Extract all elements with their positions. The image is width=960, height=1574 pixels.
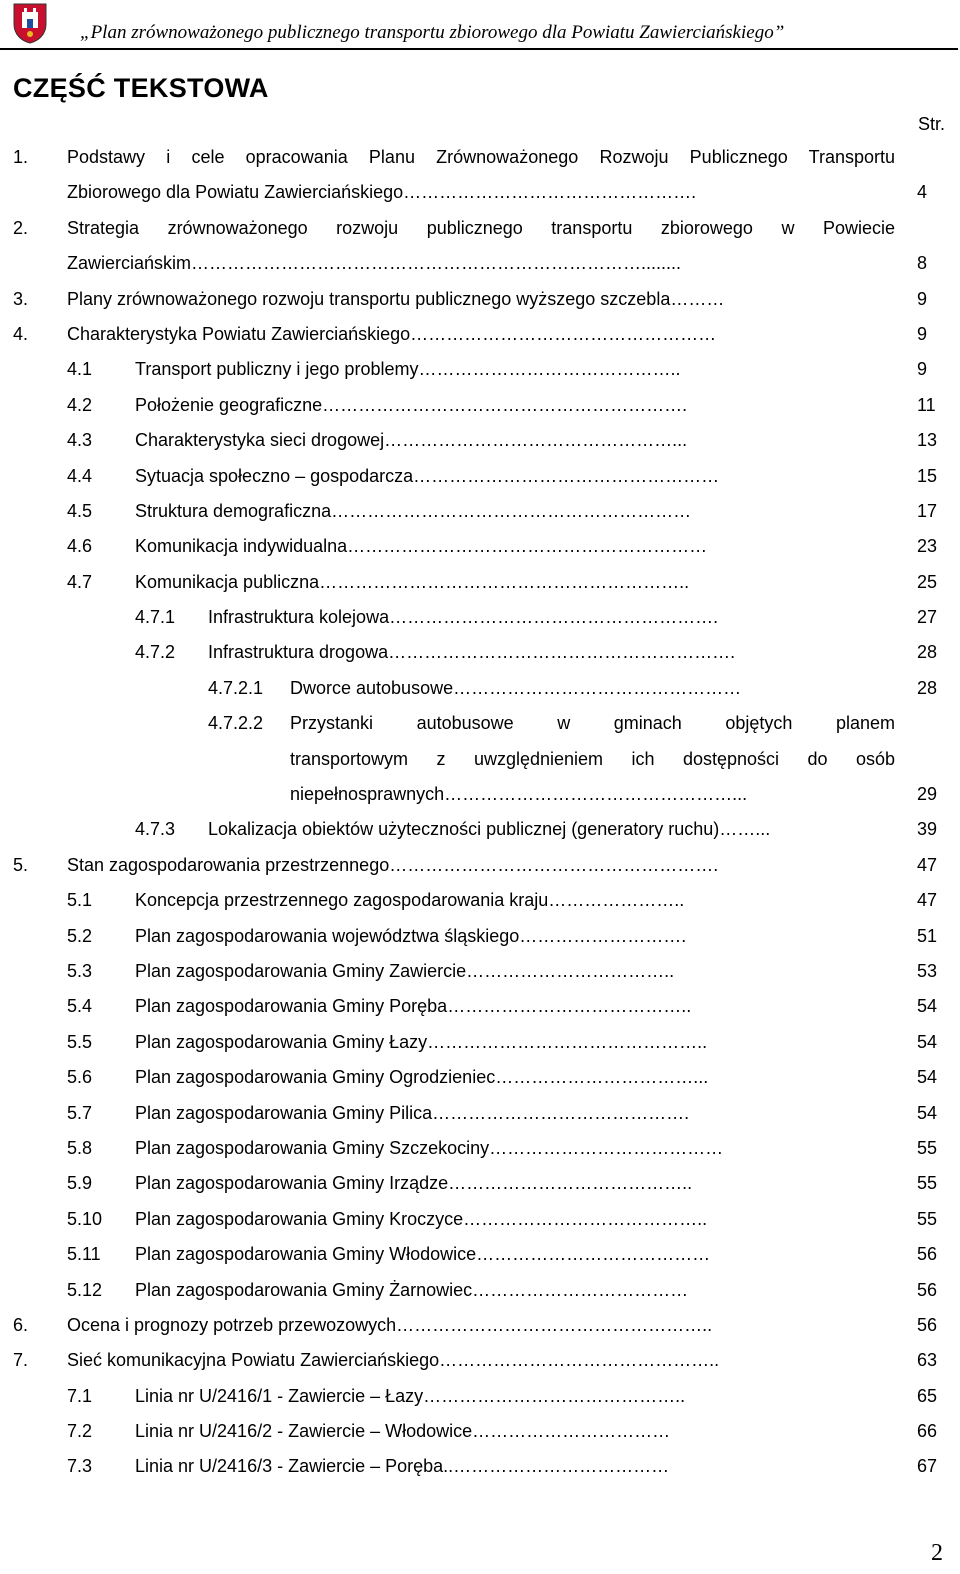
toc-entry[interactable] [0, 1026, 960, 1061]
toc-entry-page: 4 [917, 182, 928, 203]
toc-entry[interactable] [0, 1309, 960, 1344]
toc-entry[interactable] [0, 990, 960, 1025]
toc-entry-page: 54 [917, 1067, 938, 1088]
toc-entry-page: 11 [917, 394, 936, 415]
toc-entry[interactable] [0, 672, 960, 707]
toc-entry-number: 4.7.2.1 [208, 677, 264, 698]
section-title: CZĘŚĆ TEKSTOWA [13, 73, 269, 103]
toc-entry-page: 53 [917, 960, 938, 981]
toc-entry-number: 4.5 [67, 500, 93, 521]
toc-entry-number: 4.4 [67, 465, 93, 486]
toc-entry-number: 4.7.3 [135, 819, 176, 840]
toc-entry[interactable] [0, 495, 960, 530]
toc-entry-page: 47 [917, 854, 938, 875]
toc-entry-title: Dworce autobusowe………………………………………… [290, 677, 742, 698]
toc-entry-page: 9 [917, 288, 928, 309]
toc-entry-number: 4.7.1 [135, 607, 176, 628]
toc-entry-number: 5.1 [67, 890, 93, 911]
toc-entry-number: 5.9 [67, 1173, 93, 1194]
toc-entry-title: Ocena i prognozy potrzeb przewozowych…………………………………………….. [67, 1314, 713, 1335]
toc-entry-title: Plan zagospodarowania Gminy Łazy……………………………………….. [135, 1031, 708, 1052]
toc-entry-title: Sytuacja społeczno – gospodarcza…………………………………………… [135, 465, 720, 486]
toc-entry[interactable] [0, 743, 960, 778]
toc-entry-title: Linia nr U/2416/3 - Zawiercie – Poręba..……………………………… [135, 1456, 670, 1477]
toc-entry-page: 54 [917, 1031, 938, 1052]
toc-entry-title: Strategia zrównoważonego rozwoju publicznego transportu zbiorowego w Powiecie [67, 217, 895, 238]
toc-entry[interactable] [0, 176, 960, 211]
toc-entry-page: 9 [917, 359, 928, 380]
toc-entry[interactable] [0, 1097, 960, 1132]
toc-entry-title: Infrastruktura drogowa…………………………………………………. [208, 642, 736, 663]
toc-entry[interactable] [0, 1132, 960, 1167]
toc-entry-page: 54 [917, 996, 938, 1017]
table-of-contents [0, 141, 960, 1486]
toc-entry-page: 55 [917, 1137, 938, 1158]
toc-entry-page: 15 [917, 465, 938, 486]
toc-entry-number: 6. [13, 1314, 29, 1335]
toc-entry[interactable] [0, 849, 960, 884]
toc-entry[interactable] [0, 955, 960, 990]
toc-entry-title: Plan zagospodarowania Gminy Irządze………………………………….. [135, 1173, 693, 1194]
toc-entry-page: 23 [917, 536, 938, 557]
toc-entry[interactable] [0, 1167, 960, 1202]
toc-entry-title: Plan zagospodarowania Gminy Poręba………………………………….. [135, 996, 692, 1017]
toc-entry-number: 4. [13, 323, 29, 344]
toc-entry-number: 4.3 [67, 430, 93, 451]
toc-entry-number: 5.12 [67, 1279, 103, 1300]
page-column-label: Str. [918, 114, 946, 134]
toc-entry-title: Położenie geograficzne……………………………………………………. [135, 394, 688, 415]
toc-entry-number: 5. [13, 854, 29, 875]
toc-entry-title: Plan zagospodarowania Gminy Pilica……………………………………. [135, 1102, 690, 1123]
toc-entry-number: 7. [13, 1350, 29, 1371]
toc-entry[interactable] [0, 813, 960, 848]
toc-entry-page: 9 [917, 323, 928, 344]
toc-entry-number: 7.2 [67, 1421, 93, 1442]
toc-entry-number: 5.4 [67, 996, 93, 1017]
toc-entry-number: 5.6 [67, 1067, 93, 1088]
toc-entry-title: niepełnosprawnych…………………………………………... [290, 784, 748, 805]
toc-entry[interactable] [0, 212, 960, 247]
toc-entry[interactable] [0, 424, 960, 459]
toc-entry-title: Sieć komunikacyjna Powiatu Zawierciańskiego……………………………………….. [67, 1350, 720, 1371]
toc-entry-number: 4.7 [67, 571, 93, 592]
toc-entry[interactable] [0, 1344, 960, 1379]
toc-entry-number: 5.10 [67, 1208, 103, 1229]
toc-entry-page: 63 [917, 1350, 938, 1371]
toc-entry-title: Lokalizacja obiektów użyteczności publicznej (generatory ruchu)……... [208, 819, 771, 840]
toc-entry[interactable] [0, 1380, 960, 1415]
toc-entry-page: 56 [917, 1314, 938, 1335]
toc-entry[interactable] [0, 283, 960, 318]
page-number: 2 [931, 1540, 943, 1566]
toc-entry-page: 28 [917, 677, 938, 698]
toc-entry-page: 66 [917, 1421, 938, 1442]
toc-entry-page: 27 [917, 607, 938, 628]
toc-entry-title: Plany zrównoważonego rozwoju transportu publicznego wyższego szczebla……… [67, 288, 725, 309]
toc-entry[interactable] [0, 460, 960, 495]
toc-entry-title: Zawierciańskim…………………………………………………………………........ [67, 253, 682, 274]
toc-entry-number: 4.6 [67, 536, 93, 557]
toc-entry-title: Stan zagospodarowania przestrzennego………………………………………………. [67, 854, 719, 875]
toc-entry-page: 67 [917, 1456, 938, 1477]
toc-entry-page: 54 [917, 1102, 938, 1123]
toc-entry-title: Plan zagospodarowania Gminy Żarnowiec……………………………… [135, 1279, 689, 1300]
toc-entry[interactable] [0, 884, 960, 919]
coat-of-arms-icon [12, 2, 48, 44]
toc-entry-title: Charakterystyka Powiatu Zawierciańskiego…………………………………………… [67, 323, 717, 344]
running-header-title: „Plan zrównoważonego publicznego transportu zbiorowego dla Powiatu Zawierciańskiego” [80, 22, 785, 43]
toc-entry-title: Linia nr U/2416/1 - Zawiercie – Łazy…………………………………….. [135, 1385, 686, 1406]
toc-entry-page: 17 [917, 500, 938, 521]
toc-entry-page: 55 [917, 1208, 938, 1229]
toc-entry[interactable] [0, 1450, 960, 1485]
toc-entry-number: 7.1 [67, 1385, 93, 1406]
toc-entry[interactable] [0, 778, 960, 813]
toc-entry[interactable] [0, 353, 960, 388]
toc-entry-title: Zbiorowego dla Powiatu Zawierciańskiego…………………………………………. [67, 182, 697, 203]
toc-entry[interactable] [0, 318, 960, 353]
toc-entry[interactable] [0, 920, 960, 955]
toc-entry-title: Koncepcja przestrzennego zagospodarowania kraju………………….. [135, 890, 685, 911]
toc-entry-title: Plan zagospodarowania Gminy Ogrodzieniec……………………………... [135, 1067, 709, 1088]
toc-entry-number: 5.11 [67, 1244, 101, 1265]
toc-entry-number: 5.8 [67, 1137, 93, 1158]
toc-entry[interactable] [0, 530, 960, 565]
toc-entry-page: 65 [917, 1385, 938, 1406]
toc-entry-title: Komunikacja indywidualna…………………………………………………… [135, 536, 708, 557]
toc-entry-title: transportowym z uwzględnieniem ich dostępności do osób [290, 748, 895, 769]
toc-entry-number: 4.7.2 [135, 642, 176, 663]
toc-entry-number: 2. [13, 217, 29, 238]
toc-entry-number: 4.2 [67, 394, 93, 415]
toc-entry[interactable] [0, 566, 960, 601]
toc-entry[interactable] [0, 636, 960, 671]
toc-entry-page: 56 [917, 1279, 938, 1300]
toc-entry-page: 47 [917, 890, 938, 911]
toc-entry[interactable] [0, 247, 960, 282]
toc-entry-number: 4.7.2.2 [208, 713, 264, 734]
toc-entry-title: Linia nr U/2416/2 - Zawiercie – Włodowice…………………………… [135, 1421, 671, 1442]
toc-entry[interactable] [0, 1238, 960, 1273]
toc-entry-page: 39 [917, 819, 938, 840]
toc-entry-title: Struktura demograficzna…………………………………………………… [135, 500, 692, 521]
toc-entry-number: 7.3 [67, 1456, 93, 1477]
toc-entry-title: Plan zagospodarowania Gminy Szczekociny………………………………… [135, 1137, 724, 1158]
toc-entry-title: Przystanki autobusowe w gminach objętych planem [290, 713, 895, 734]
toc-entry-title: Plan zagospodarowania województwa śląskiego………………………. [135, 925, 687, 946]
toc-entry-page: 55 [917, 1173, 938, 1194]
toc-entry[interactable] [0, 707, 960, 742]
toc-entry[interactable] [0, 601, 960, 636]
toc-entry[interactable] [0, 389, 960, 424]
toc-entry-title: Infrastruktura kolejowa………………………………………………. [208, 607, 719, 628]
toc-entry[interactable] [0, 1415, 960, 1450]
toc-entry-page: 51 [917, 925, 938, 946]
toc-entry[interactable] [0, 1274, 960, 1309]
toc-entry-page: 13 [917, 430, 938, 451]
toc-entry[interactable] [0, 141, 960, 176]
toc-entry-title: Podstawy i cele opracowania Planu Zrównoważonego Rozwoju Publicznego Transportu [67, 147, 895, 167]
toc-entry-title: Plan zagospodarowania Gminy Zawiercie…………………………….. [135, 960, 675, 981]
toc-entry-title: Charakterystyka sieci drogowej…………………………………………... [135, 430, 688, 451]
toc-entry-title: Transport publiczny i jego problemy…………………………………….. [135, 359, 681, 380]
toc-entry-page: 56 [917, 1244, 938, 1265]
toc-entry-page: 28 [917, 642, 938, 663]
toc-entry-number: 1. [13, 147, 29, 167]
toc-entry-number: 5.5 [67, 1031, 93, 1052]
toc-entry-page: 8 [917, 253, 928, 274]
toc-entry-number: 5.2 [67, 925, 93, 946]
toc-entry-number: 4.1 [67, 359, 93, 380]
toc-entry-title: Komunikacja publiczna…………………………………………………….. [135, 571, 690, 592]
toc-entry-page: 25 [917, 571, 938, 592]
toc-entry-number: 5.3 [67, 960, 93, 981]
toc-entry-number: 5.7 [67, 1102, 93, 1123]
toc-entry[interactable] [0, 1061, 960, 1096]
toc-entry-title: Plan zagospodarowania Gminy Włodowice………………………………… [135, 1244, 711, 1265]
toc-entry-title: Plan zagospodarowania Gminy Kroczyce………………………………….. [135, 1208, 708, 1229]
toc-entry[interactable] [0, 1203, 960, 1238]
toc-entry-page: 29 [917, 784, 938, 805]
header-divider [0, 48, 958, 50]
toc-entry-number: 3. [13, 288, 29, 309]
